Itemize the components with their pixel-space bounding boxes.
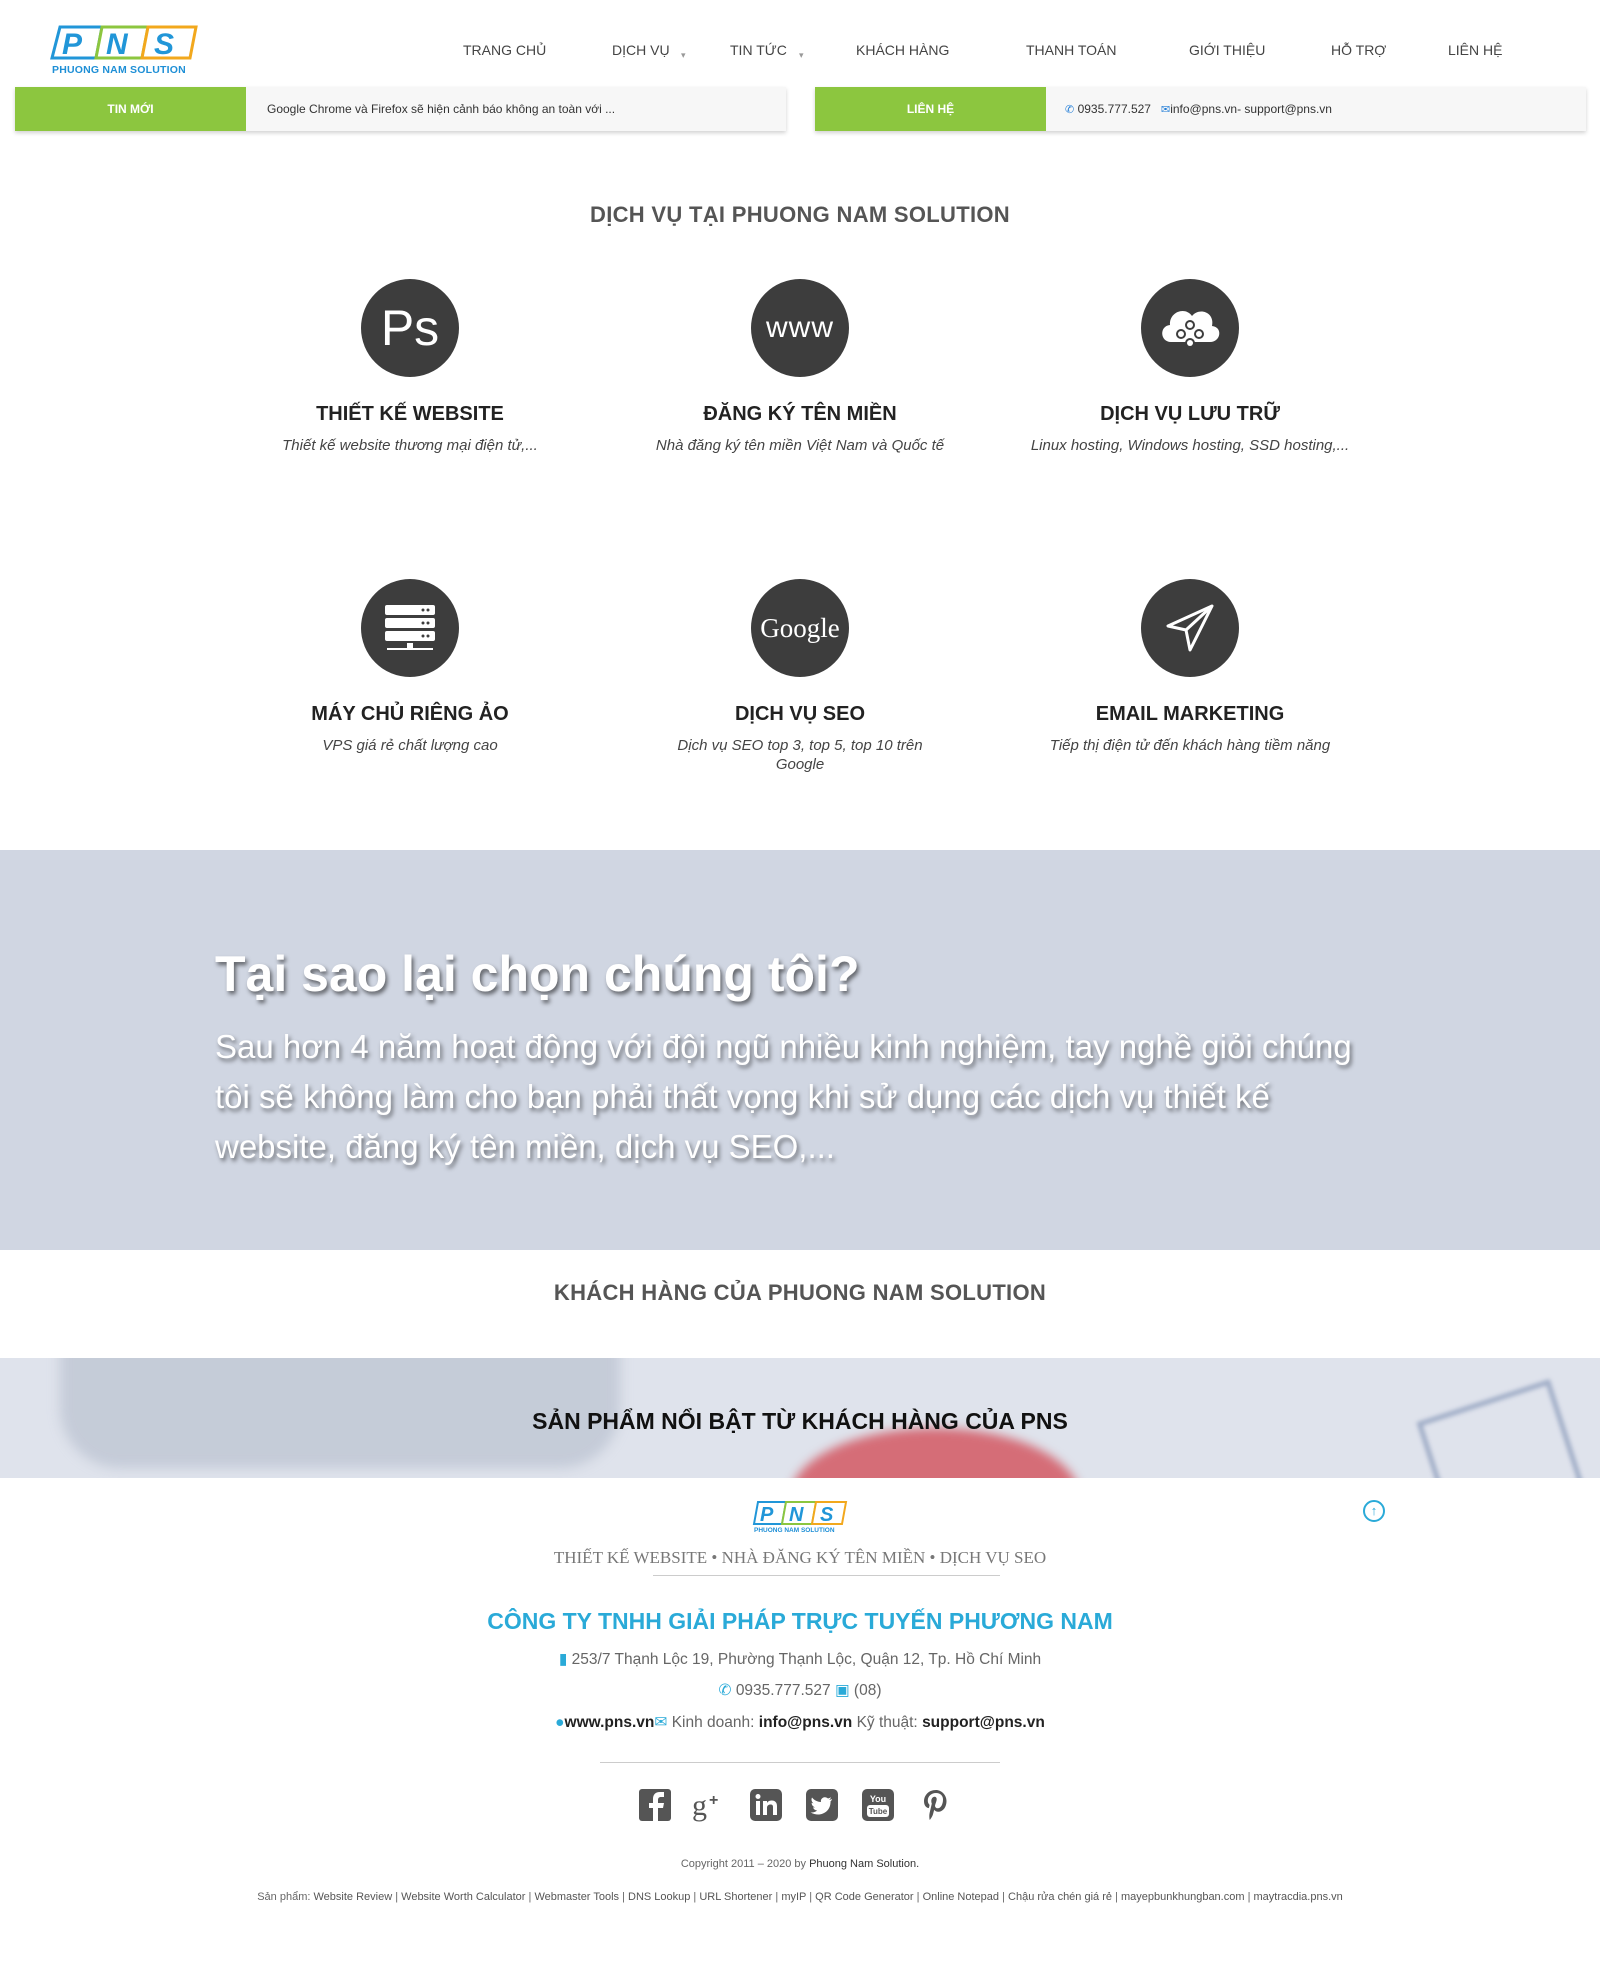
globe-icon: ● — [555, 1714, 565, 1731]
service-title: THIẾT KẾ WEBSITE — [316, 403, 504, 425]
contact-email[interactable]: info@pns.vn- support@pns.vn — [1170, 102, 1332, 116]
service-title: DỊCH VỤ LƯU TRỮ — [1100, 403, 1280, 425]
building-icon: ▮ — [558, 1651, 568, 1668]
pinterest-icon[interactable] — [920, 1788, 954, 1822]
service-desc: VPS giá rẻ chất lượng cao — [322, 737, 498, 754]
service-domain[interactable] — [605, 279, 995, 455]
service-title: EMAIL MARKETING — [1095, 703, 1285, 725]
svg-text:N: N — [789, 1504, 804, 1526]
twitter-icon[interactable] — [805, 1788, 839, 1822]
chevron-down-icon[interactable]: ▾ — [681, 50, 686, 60]
phone-icon: ✆ — [718, 1682, 732, 1699]
featured-products-band — [0, 1358, 1600, 1478]
svg-text:S: S — [820, 1504, 834, 1526]
contact-phone[interactable]: 0935.777.527 — [1077, 102, 1151, 116]
service-desc: Thiết kế website thương mại điện tử,... — [282, 437, 538, 454]
product-link[interactable]: Website Review — [313, 1891, 393, 1903]
why-title: Tại sao lại chọn chúng tôi? — [215, 946, 860, 1002]
fax-icon: ▣ — [834, 1682, 850, 1699]
server-icon — [361, 579, 459, 677]
service-desc: Linux hosting, Windows hosting, SSD hosting,... — [1030, 437, 1350, 454]
service-web-design[interactable] — [215, 279, 605, 455]
svg-text:N: N — [106, 28, 128, 61]
envelope-icon: ✉ — [654, 1714, 668, 1731]
footer-tech-email[interactable]: support@pns.vn — [922, 1714, 1045, 1731]
nav-item-contact[interactable]: LIÊN HỆ — [1448, 42, 1503, 58]
service-desc: Nhà đăng ký tên miền Việt Nam và Quốc tế — [655, 437, 945, 454]
copyright: Copyright 2011 – 2020 by Phuong Nam Solution. — [680, 1858, 920, 1870]
svg-text:P: P — [760, 1504, 774, 1526]
nav-item-services[interactable]: DỊCH VỤ — [612, 42, 670, 58]
product-link[interactable]: Website Worth Calculator — [401, 1891, 526, 1903]
product-link[interactable]: Chậu rửa chén giá rẻ — [1008, 1891, 1112, 1903]
news-tag: TIN MỚI — [15, 87, 246, 131]
service-seo[interactable] — [605, 579, 995, 774]
photoshop-icon: Ps — [361, 279, 459, 377]
site-header — [0, 0, 1600, 86]
service-hosting[interactable] — [995, 279, 1385, 455]
company-name: CÔNG TY TNHH GIẢI PHÁP TRỰC TUYẾN PHƯƠNG NAM — [487, 1608, 1113, 1634]
contact-bar — [815, 87, 1586, 131]
background-blur-shape — [790, 1428, 1080, 1478]
back-to-top-icon[interactable]: ↑ — [1363, 1500, 1385, 1522]
product-link[interactable]: Webmaster Tools — [534, 1891, 620, 1903]
logo-subtitle: PHUONG NAM SOLUTION — [52, 64, 186, 76]
phone-icon: ✆ — [1065, 104, 1075, 116]
nav-item-news[interactable]: TIN TỨC — [730, 42, 787, 58]
youtube-icon[interactable] — [861, 1788, 895, 1822]
product-link[interactable]: mayepbunkhungban.com — [1120, 1891, 1245, 1903]
google-plus-icon[interactable] — [692, 1788, 726, 1822]
nav-item-customers[interactable]: KHÁCH HÀNG — [856, 42, 950, 58]
google-icon: Google — [751, 579, 849, 677]
customers-title: KHÁCH HÀNG CỦA PHUONG NAM SOLUTION — [553, 1280, 1047, 1305]
main-nav — [0, 42, 1600, 62]
service-vps[interactable] — [215, 579, 605, 755]
envelope-icon: ✉ — [1160, 104, 1171, 116]
social-links — [0, 1788, 1600, 1828]
services-title: DỊCH VỤ TẠI PHUONG NAM SOLUTION — [590, 202, 1010, 227]
product-link[interactable]: QR Code Generator — [815, 1891, 914, 1903]
featured-title: SẢN PHẨM NỔI BẬT TỪ KHÁCH HÀNG CỦA PNS — [532, 1408, 1068, 1434]
footer-tagline: THIẾT KẾ WEBSITE • NHÀ ĐĂNG KÝ TÊN MIỀN • DỊCH VỤ SEO — [553, 1548, 1047, 1567]
why-choose-us-section — [0, 850, 1600, 1250]
facebook-icon[interactable] — [638, 1788, 672, 1822]
svg-text:PHUONG NAM SOLUTION: PHUONG NAM SOLUTION — [754, 1527, 835, 1534]
service-title: DỊCH VỤ SEO — [734, 703, 866, 725]
product-link[interactable]: myIP — [781, 1891, 807, 1903]
svg-text:You: You — [869, 1794, 887, 1804]
news-ticker — [15, 87, 786, 131]
copyright-brand-link[interactable]: Phuong Nam Solution. — [809, 1858, 920, 1870]
product-link[interactable]: URL Shortener — [699, 1891, 773, 1903]
service-email-marketing[interactable] — [995, 579, 1385, 755]
contact-info — [1065, 87, 1332, 132]
product-link[interactable]: Online Notepad — [922, 1891, 1000, 1903]
news-headline-link[interactable]: Google Chrome và Firefox sẽ hiện cảnh báo không an toàn với ... — [267, 102, 616, 116]
service-title: MÁY CHỦ RIÊNG ẢO — [311, 703, 509, 725]
nav-item-payment[interactable]: THANH TOÁN — [1026, 42, 1117, 58]
footer-website[interactable]: www.pns.vn — [564, 1714, 655, 1731]
footer-divider — [600, 1762, 1000, 1763]
footer-sales-email[interactable]: info@pns.vn — [758, 1714, 853, 1731]
paper-plane-icon — [1141, 579, 1239, 677]
chevron-down-icon[interactable]: ▾ — [799, 50, 804, 60]
why-text: Sau hơn 4 năm hoạt động với đội ngũ nhiều kinh nghiệm, tay nghề giỏi chúng tôi sẽ không làm cho bạn phải thất vọng khi sử dụng các dịch vụ thiết kế website, đăng ký tên miền, dịch vụ SEO,... — [215, 1028, 1352, 1165]
footer-divider — [653, 1575, 1000, 1576]
svg-text:P: P — [62, 28, 83, 61]
nav-item-about[interactable]: GIỚI THIỆU — [1189, 42, 1266, 58]
linkedin-icon[interactable] — [749, 1788, 783, 1822]
company-phone-line — [0, 1681, 1600, 1700]
service-title: ĐĂNG KÝ TÊN MIỀN — [703, 403, 897, 425]
svg-text:Tube: Tube — [868, 1807, 888, 1816]
product-link[interactable]: DNS Lookup — [628, 1891, 691, 1903]
svg-text:g: g — [692, 1789, 707, 1822]
company-address: ▮ 253/7 Thạnh Lộc 19, Phường Thạnh Lộc, Quận 12, Tp. Hồ Chí Minh — [558, 1651, 1042, 1668]
contact-tag: LIÊN HỆ — [815, 87, 1046, 131]
www-icon: www — [751, 279, 849, 377]
footer-phone[interactable]: 0935.777.527 — [735, 1682, 831, 1699]
cloud-network-icon — [1141, 279, 1239, 377]
footer-logo-icon[interactable] — [752, 1500, 848, 1534]
footer-fax: (08) — [853, 1682, 882, 1699]
nav-item-support[interactable]: HỖ TRỢ — [1331, 42, 1387, 58]
nav-item-home[interactable]: TRANG CHỦ — [463, 42, 547, 58]
service-desc: Tiếp thị điện tử đến khách hàng tiềm năng — [1049, 737, 1331, 754]
svg-text:S: S — [154, 28, 175, 61]
company-contact-line: ●www.pns.vn✉ Kinh doanh: info@pns.vn Kỹ thuật: support@pns.vn — [555, 1714, 1045, 1731]
service-desc: Dịch vụ SEO top 3, top 5, top 10 trên Google — [677, 737, 923, 773]
product-links: Sản phẩm: Website Review | Website Worth Calculator | Webmaster Tools | DNS Lookup | URL Shortener | myIP | QR Code Generator | Online Notepad | Chậu rửa chén giá rẻ | mayepbunkhungban.com | maytracdia.pns.vn — [257, 1891, 1343, 1903]
svg-text:+: + — [709, 1792, 719, 1809]
product-link[interactable]: maytracdia.pns.vn — [1253, 1891, 1343, 1903]
